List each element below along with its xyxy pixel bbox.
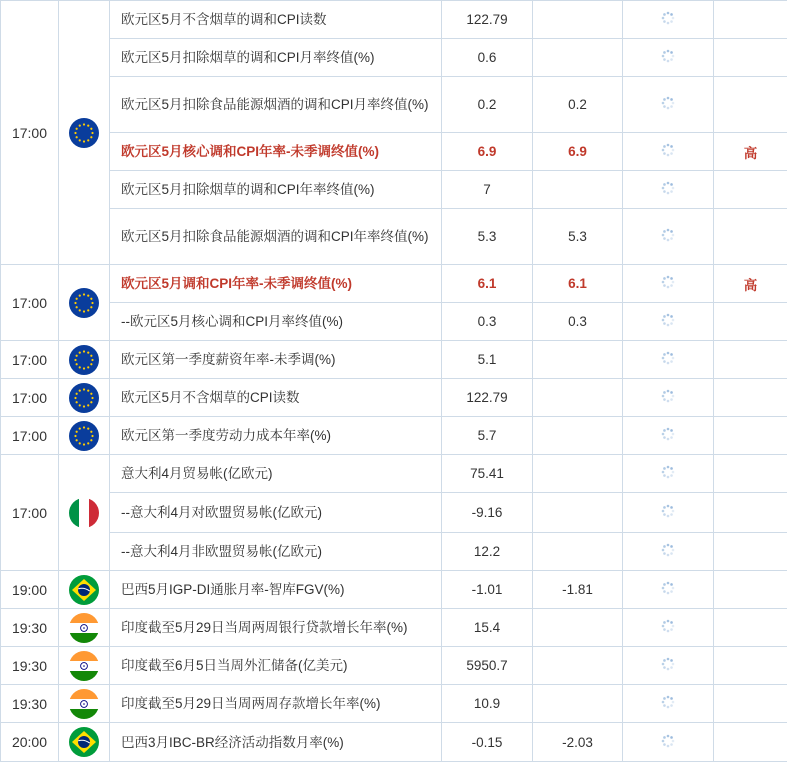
eu-flag-icon [69,118,99,148]
published-cell [623,685,714,723]
importance-label [714,77,787,133]
importance-label [714,533,787,571]
brazil-flag-icon [69,575,99,605]
actual-value: 5950.7 [442,647,533,685]
importance-label [714,609,787,647]
eu-flag-icon [69,421,99,451]
table-row [1,303,787,341]
forecast-value [533,341,623,379]
importance-label [714,171,787,209]
flag-cell [59,1,110,265]
time-cell: 19:00 [1,571,59,609]
table-row [1,455,787,493]
importance-label [714,341,787,379]
importance-label [714,723,787,762]
actual-value: 5.1 [442,341,533,379]
time-cell: 19:30 [1,609,59,647]
loading-spinner-icon [661,228,675,245]
forecast-value [533,171,623,209]
italy-flag-icon [69,498,99,528]
table-row [1,77,787,133]
flag-cell [59,379,110,417]
published-cell [623,265,714,303]
event-name[interactable]: 欧元区5月扣除食品能源烟酒的调和CPI月率终值(%) [110,77,442,133]
time-cell: 17:00 [1,265,59,341]
published-cell [623,455,714,493]
actual-value: 0.2 [442,77,533,133]
forecast-value [533,533,623,571]
table-row [1,493,787,533]
table-row [1,685,787,723]
forecast-value [533,609,623,647]
time-cell: 17:00 [1,455,59,571]
table-row [1,609,787,647]
published-cell [623,209,714,265]
flag-cell [59,571,110,609]
published-cell [623,379,714,417]
flag-cell [59,417,110,455]
published-cell [623,171,714,209]
actual-value: 5.3 [442,209,533,265]
table-row [1,39,787,77]
loading-spinner-icon [661,619,675,636]
loading-spinner-icon [661,734,675,751]
published-cell [623,609,714,647]
event-name[interactable]: --意大利4月对欧盟贸易帐(亿欧元) [110,493,442,533]
actual-value: 6.1 [442,265,533,303]
table-row [1,265,787,303]
importance-label [714,493,787,533]
importance-label [714,1,787,39]
india-flag-icon [69,689,99,719]
forecast-value: 0.2 [533,77,623,133]
calendar-body [1,1,787,762]
published-cell [623,417,714,455]
actual-value: 15.4 [442,609,533,647]
time-cell: 17:00 [1,1,59,265]
published-cell [623,341,714,379]
forecast-value: -1.81 [533,571,623,609]
table-row [1,1,787,39]
actual-value: -1.01 [442,571,533,609]
event-name[interactable]: --意大利4月非欧盟贸易帐(亿欧元) [110,533,442,571]
loading-spinner-icon [661,543,675,560]
table-row [1,133,787,171]
table-row [1,533,787,571]
published-cell [623,571,714,609]
importance-label [714,209,787,265]
table-row [1,341,787,379]
event-name[interactable]: 巴西5月IGP-DI通胀月率-智库FGV(%) [110,571,442,609]
forecast-value: 6.9 [533,133,623,171]
event-name[interactable]: --欧元区5月核心调和CPI月率终值(%) [110,303,442,341]
time-cell: 20:00 [1,723,59,762]
time-cell: 17:00 [1,341,59,379]
importance-label [714,455,787,493]
importance-label: 高 [714,133,787,171]
flag-cell [59,455,110,571]
india-flag-icon [69,613,99,643]
eu-flag-icon [69,345,99,375]
event-name[interactable]: 巴西3月IBC-BR经济活动指数月率(%) [110,723,442,762]
loading-spinner-icon [661,504,675,521]
published-cell [623,647,714,685]
event-name[interactable]: 欧元区5月不含烟草的CPI读数 [110,379,442,417]
actual-value: 7 [442,171,533,209]
importance-label [714,571,787,609]
importance-label [714,685,787,723]
india-flag-icon [69,651,99,681]
flag-cell [59,647,110,685]
loading-spinner-icon [661,49,675,66]
forecast-value: 0.3 [533,303,623,341]
importance-label [714,417,787,455]
forecast-value [533,493,623,533]
forecast-value [533,685,623,723]
event-name[interactable]: 欧元区第一季度薪资年率-未季调(%) [110,341,442,379]
forecast-value [533,417,623,455]
actual-value: 10.9 [442,685,533,723]
flag-cell [59,341,110,379]
loading-spinner-icon [661,351,675,368]
published-cell [623,493,714,533]
flag-cell [59,685,110,723]
actual-value: 122.79 [442,1,533,39]
forecast-value [533,379,623,417]
loading-spinner-icon [661,275,675,292]
loading-spinner-icon [661,389,675,406]
actual-value: 75.41 [442,455,533,493]
published-cell [623,533,714,571]
brazil-flag-icon [69,727,99,757]
time-cell: 19:30 [1,685,59,723]
published-cell [623,1,714,39]
actual-value: 122.79 [442,379,533,417]
published-cell [623,77,714,133]
table-row [1,209,787,265]
event-name[interactable]: 欧元区第一季度劳动力成本年率(%) [110,417,442,455]
event-name[interactable]: 欧元区5月扣除烟草的调和CPI年率终值(%) [110,171,442,209]
forecast-value [533,39,623,77]
loading-spinner-icon [661,657,675,674]
eu-flag-icon [69,288,99,318]
table-row [1,417,787,455]
table-row [1,647,787,685]
event-name[interactable]: 欧元区5月不含烟草的调和CPI读数 [110,1,442,39]
flag-cell [59,723,110,762]
loading-spinner-icon [661,465,675,482]
loading-spinner-icon [661,313,675,330]
forecast-value [533,455,623,493]
time-cell: 17:00 [1,417,59,455]
forecast-value: 6.1 [533,265,623,303]
time-cell: 17:00 [1,379,59,417]
event-name[interactable]: 印度截至5月29日当周两周银行贷款增长年率(%) [110,609,442,647]
forecast-value [533,1,623,39]
forecast-value: -2.03 [533,723,623,762]
loading-spinner-icon [661,695,675,712]
actual-value: 12.2 [442,533,533,571]
forecast-value: 5.3 [533,209,623,265]
importance-label [714,647,787,685]
flag-cell [59,265,110,341]
importance-label: 高 [714,265,787,303]
actual-value: -0.15 [442,723,533,762]
table-row [1,723,787,762]
loading-spinner-icon [661,181,675,198]
published-cell [623,133,714,171]
loading-spinner-icon [661,96,675,113]
event-name[interactable]: 欧元区5月调和CPI年率-未季调终值(%) [110,265,442,303]
actual-value: 6.9 [442,133,533,171]
actual-value: 0.6 [442,39,533,77]
event-name[interactable]: 欧元区5月扣除食品能源烟酒的调和CPI年率终值(%) [110,209,442,265]
event-name[interactable]: 欧元区5月核心调和CPI年率-未季调终值(%) [110,133,442,171]
table-row [1,171,787,209]
actual-value: 0.3 [442,303,533,341]
published-cell [623,303,714,341]
table-row [1,379,787,417]
table-row [1,571,787,609]
loading-spinner-icon [661,143,675,160]
flag-cell [59,609,110,647]
actual-value: -9.16 [442,493,533,533]
loading-spinner-icon [661,11,675,28]
eu-flag-icon [69,383,99,413]
event-name[interactable]: 欧元区5月扣除烟草的调和CPI月率终值(%) [110,39,442,77]
forecast-value [533,647,623,685]
time-cell: 19:30 [1,647,59,685]
importance-label [714,379,787,417]
event-name[interactable]: 意大利4月贸易帐(亿欧元) [110,455,442,493]
loading-spinner-icon [661,581,675,598]
published-cell [623,723,714,762]
event-name[interactable]: 印度截至6月5日当周外汇储备(亿美元) [110,647,442,685]
published-cell [623,39,714,77]
event-name[interactable]: 印度截至5月29日当周两周存款增长年率(%) [110,685,442,723]
importance-label [714,303,787,341]
importance-label [714,39,787,77]
loading-spinner-icon [661,427,675,444]
actual-value: 5.7 [442,417,533,455]
